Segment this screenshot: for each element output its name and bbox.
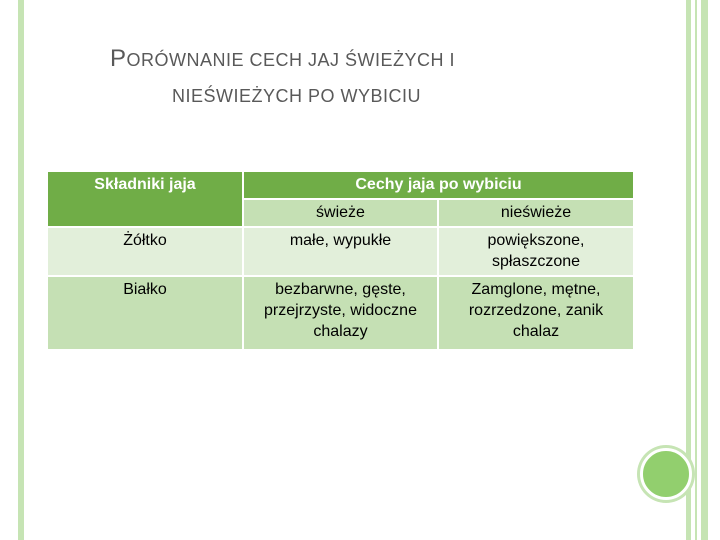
title-line1: ORÓWNANIE CECH JAJ ŚWIEŻYCH I [126,50,456,70]
header-ingredients: Składniki jaja [47,171,243,227]
slide-title [110,44,630,113]
cell-yolk-stale: powiększone, spłaszczone [438,227,634,276]
comparison-table [46,170,635,351]
cell-white-fresh: bezbarwne, gęste, przejrzyste, widoczne chalazy [243,276,438,350]
right-border-decoration [686,0,712,540]
title-initial: P [110,45,127,72]
cell-yolk-fresh: małe, wypukłe [243,227,438,276]
title-line2: NIEŚWIEŻYCH PO WYBICIU [172,86,422,106]
decorative-circle [640,448,692,500]
subheader-fresh: świeże [243,199,438,227]
row-label-yolk: Żółtko [47,227,243,276]
subheader-stale: nieświeże [438,199,634,227]
left-border-decoration [0,0,24,540]
cell-white-stale: Zamglone, mętne, rozrzedzone, zanik chalaz [438,276,634,350]
header-features-after-cracking: Cechy jaja po wybiciu [243,171,634,199]
row-label-white: Białko [47,276,243,350]
